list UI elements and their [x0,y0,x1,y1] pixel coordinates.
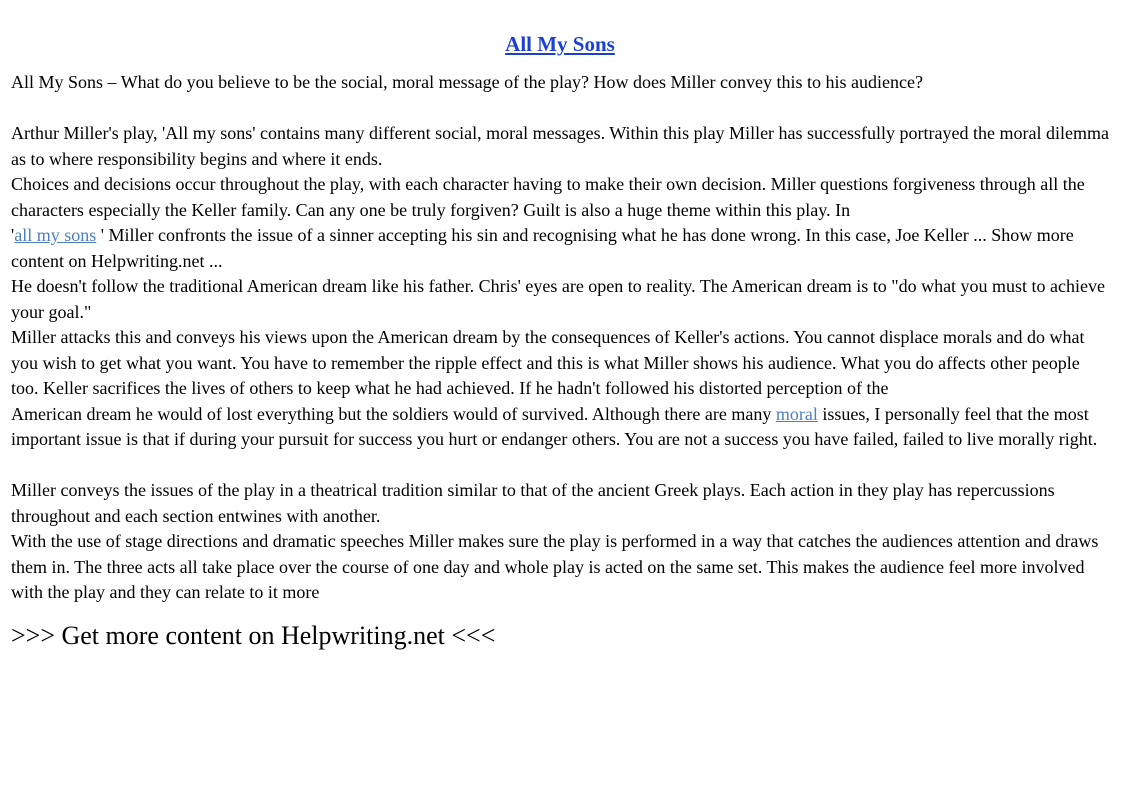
paragraph-1: Arthur Miller's play, 'All my sons' contains many different social, moral messages. Within this play Miller has successfully portrayed the moral dilemma as to where responsibility begins and where it ends. [11,123,1109,169]
moral-link[interactable]: moral [775,403,818,424]
paragraph-3-prefix: ' [11,225,15,245]
paragraph-6-text-end: issues, I personally feel that the most important issue is that if during your pursuit for success you hurt or endanger others. You are not a success you have failed, failed to live morally right. [11,403,1098,449]
paragraph-4: He doesn't follow the traditional American dream like his father. Chris' eyes are open to reality. The American dream is to "do what you must to achieve your goal." [11,276,1106,322]
paragraph-2: Choices and decisions occur throughout the play, with each character having to make their own decision. Miller questions forgiveness through all the characters especially the Keller family. Can any one be truly forgiven? Guilt is also a huge theme within this play. In [11,174,1085,220]
paragraph-7: Miller conveys the issues of the play in a theatrical tradition similar to that of the ancient Greek plays. Each action in they play has repercussions throughout and each section entwines with another. [11,480,1055,526]
paragraph-3 [11,223,1109,274]
paragraph-3-text: ' Miller confronts the issue of a sinner accepting his sin and recognising what he has done wrong. In this case, Joe Keller ... Show more content on Helpwriting.net ... [11,225,1074,271]
document-page [11,0,1109,652]
paragraph-6-text-start: American dream he would of lost everything but the soldiers would of survived. Although there are many [11,403,776,424]
all-my-sons-link[interactable]: all my sons [14,225,97,245]
paragraph-gap [11,96,1109,122]
essay-question: All My Sons – What do you believe to be the social, moral message of the play? How does Miller convey this to his audience? [11,72,923,92]
title-link[interactable]: All My Sons [505,32,615,56]
paragraph-6 [11,402,1109,453]
paragraph-gap [11,453,1109,479]
title-container [11,30,1109,58]
paragraph-5: Miller attacks this and conveys his views upon the American dream by the consequences of Keller's actions. You cannot displace morals and do what you wish to get what you want. You have to remember the ripple effect and this is what Miller shows his audience. What you do affects other people too. Keller sacrifices the lives of others to keep what he had achieved. If he hadn't followed his distorted perception of the [11,327,1085,398]
paragraph-8: With the use of stage directions and dramatic speeches Miller makes sure the play is performed in a way that catches the audiences attention and draws them in. The three acts all take place over the course of one day and whole play is acted on the same set. This makes the audience feel more involved with the play and they can relate to it more [11,531,1099,602]
essay-body [11,70,1109,606]
get-more-content-link[interactable]: >>> Get more content on Helpwriting.net <<< [11,620,496,650]
